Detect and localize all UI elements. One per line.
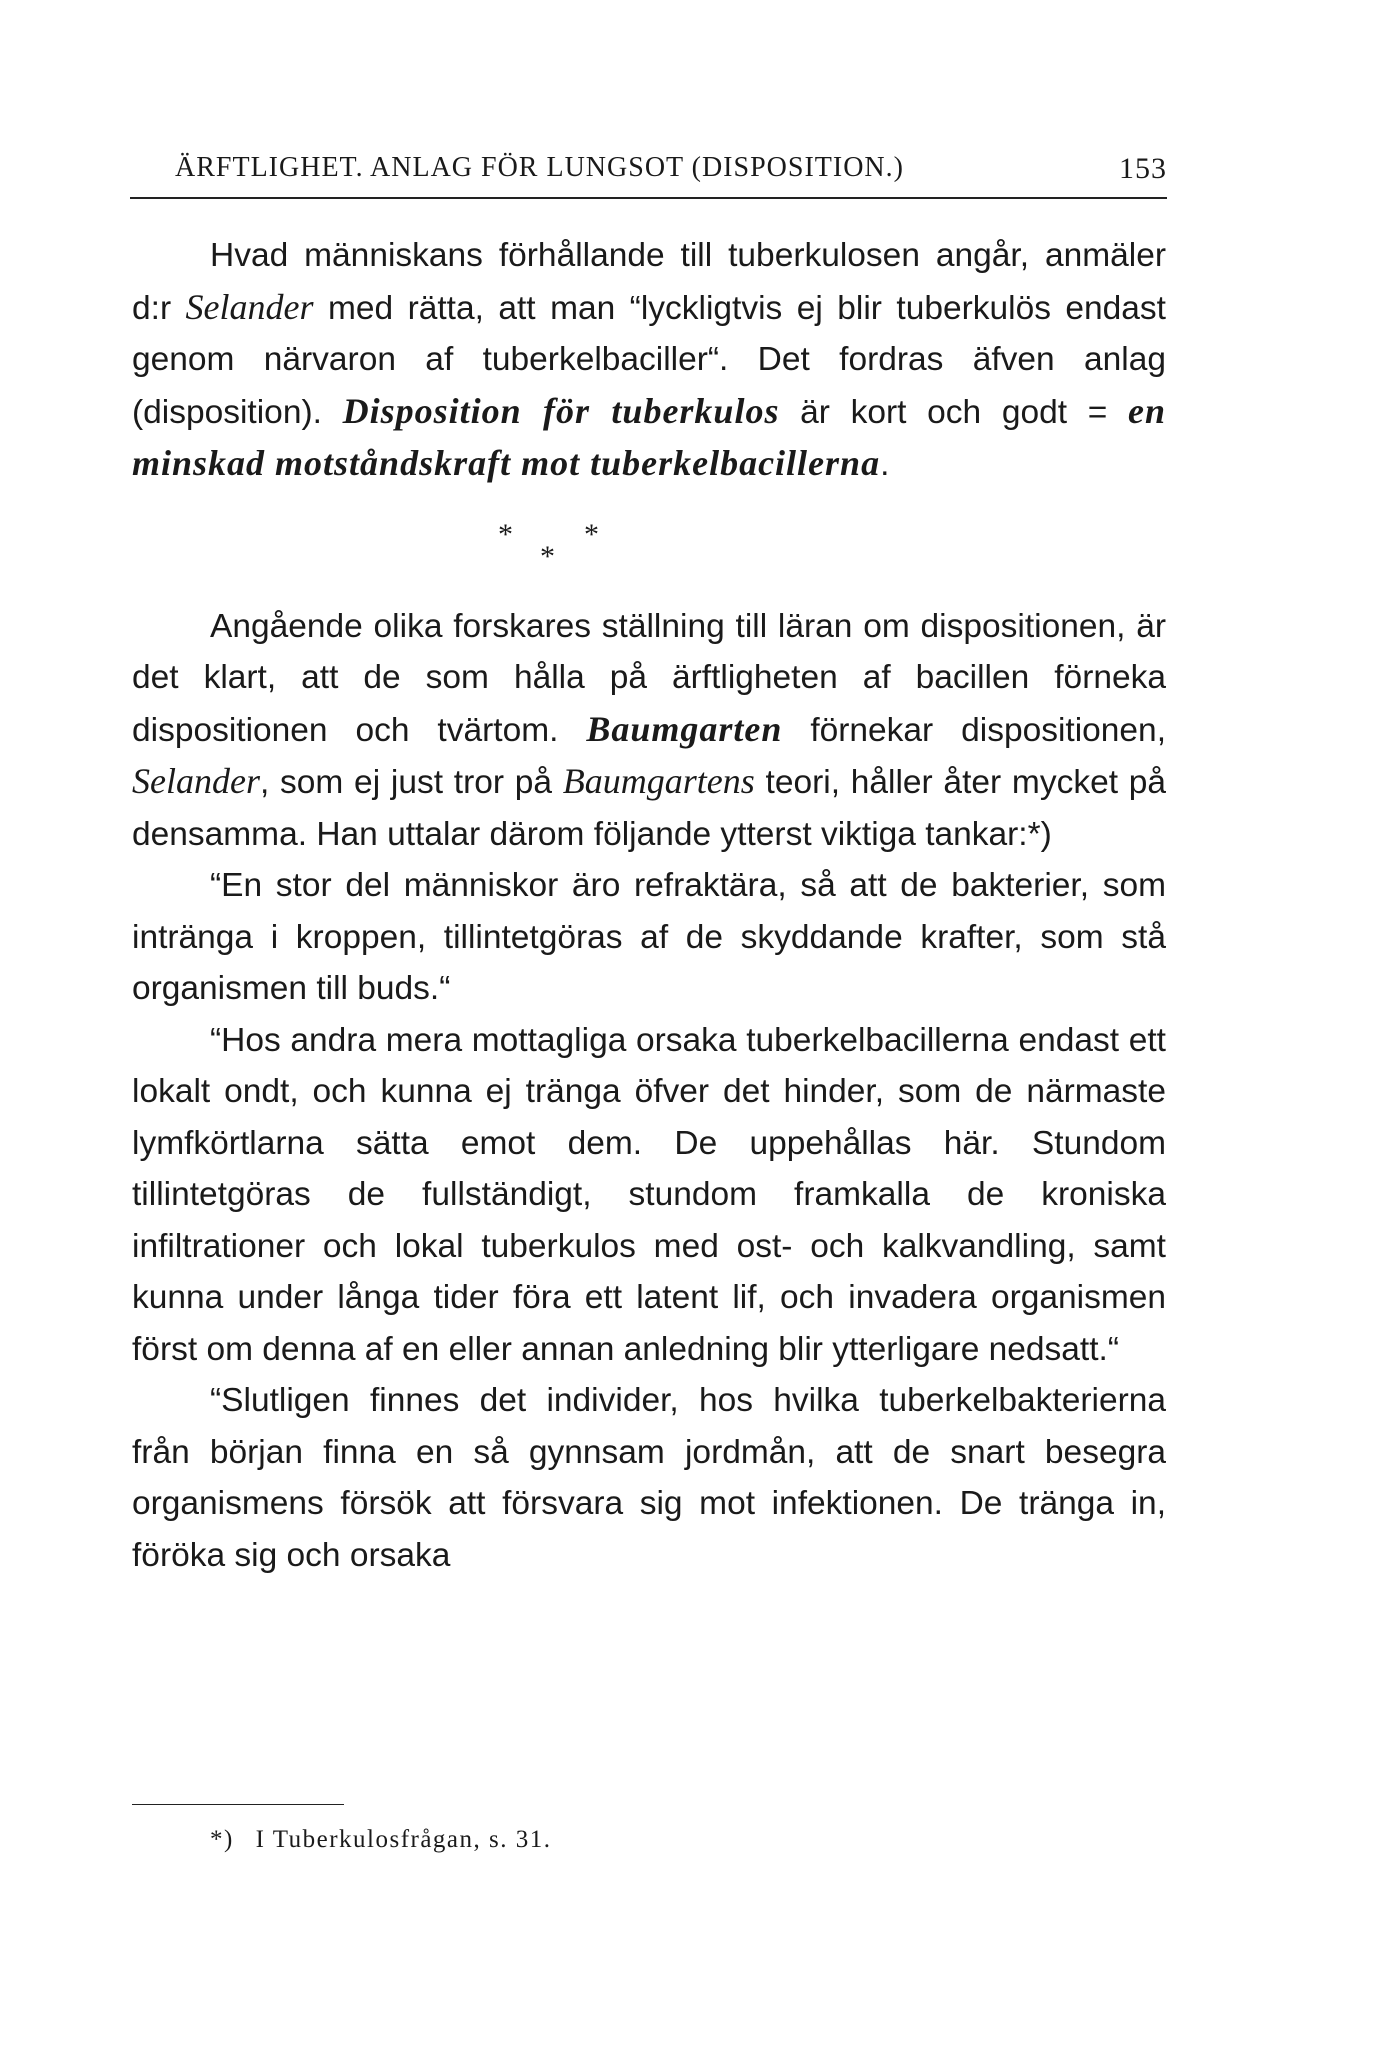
asterism-star: * [498, 517, 513, 551]
footnote-marker: *) [210, 1826, 234, 1853]
text-run: Hvad människans förhållande till tuberkulosen angår, anmäler d:r [132, 237, 1166, 327]
paragraph-disposition-definition [132, 230, 1166, 491]
page-number: 153 [1119, 152, 1167, 185]
footnote-text: I Tuberkulosfrågan, s. 31. [255, 1826, 552, 1853]
text-run: teori, håller åter mycket på densamma. Han uttalar därom följande ytterst viktiga tankar:*) [132, 764, 1167, 853]
text-run: är kort och godt = [779, 393, 1129, 431]
paragraph-quote-vulnerable: “Slutligen finnes det individer, hos hvilka tuberkelbakterierna från början finna en så gynnsam jordmån, att de snart besegra organismens försök att försvara sig mot infektionen. De tränga in, föröka sig och orsaka [132, 1382, 1166, 1574]
author-name-baumgartens: Baumgartens [562, 761, 755, 801]
author-name-selander: Selander [185, 286, 314, 327]
asterism-divider [132, 491, 1166, 601]
body-text [132, 230, 1166, 1581]
text-run: förnekar dispositionen, [782, 711, 1166, 749]
text-run: . [880, 446, 890, 483]
paragraph-quote-susceptible: “Hos andra mera mottagliga orsaka tuberkelbacillerna endast ett lokalt ondt, och kunna ej tränga öfver det hinder, som de närmaste lymfkörtlarna sätta emot dem. De uppehållas här. Stundom tillintetgöras de fullständigt, stundom framkalla de kroniska infiltrationer och lokal tuberkulos med ost- och kalkvandling, samt kunna under långa tider föra ett latent lif, och invadera organismen först om denna af en eller annan anledning blir ytterligare nedsatt.“ [132, 1021, 1166, 1368]
header-rule [130, 197, 1167, 199]
paragraph-researchers-positions [132, 601, 1166, 861]
emphasis-definition: en minskad motståndskraft mot tuberkelbacillerna [132, 390, 1167, 483]
footnote-rule [132, 1804, 344, 1805]
paragraph-quote-refractory: “En stor del människor äro refraktära, så att de bakterier, som intränga i kroppen, tillintetgöras af de skyddande krafter, som stå organismen till buds.“ [132, 867, 1166, 1007]
text-run: Angående olika forskares ställning till läran om dispositionen, är det klart, att de som hålla på ärftligheten af bacillen förneka dispositionen och tvärtom. [132, 607, 1166, 749]
asterism-star: * [540, 539, 555, 573]
running-title: ÄRFTLIGHET. ANLAG FÖR LUNGSOT (DISPOSITION.) [175, 152, 904, 183]
footnote [210, 1826, 552, 1854]
running-header [175, 152, 1167, 196]
author-name-selander: Selander [132, 761, 260, 801]
text-run: , som ej just tror på [259, 764, 563, 801]
author-name-baumgarten: Baumgarten [586, 708, 783, 749]
asterism-star: * [584, 517, 599, 551]
emphasis-term: Disposition för tuberkulos [342, 390, 780, 431]
text-run: med rätta, att man “lyckligtvis ej blir tuberkulös endast genom närvaron af tuberkelbaciller“. Det fordras äfven anlag (disposition). [132, 289, 1166, 431]
